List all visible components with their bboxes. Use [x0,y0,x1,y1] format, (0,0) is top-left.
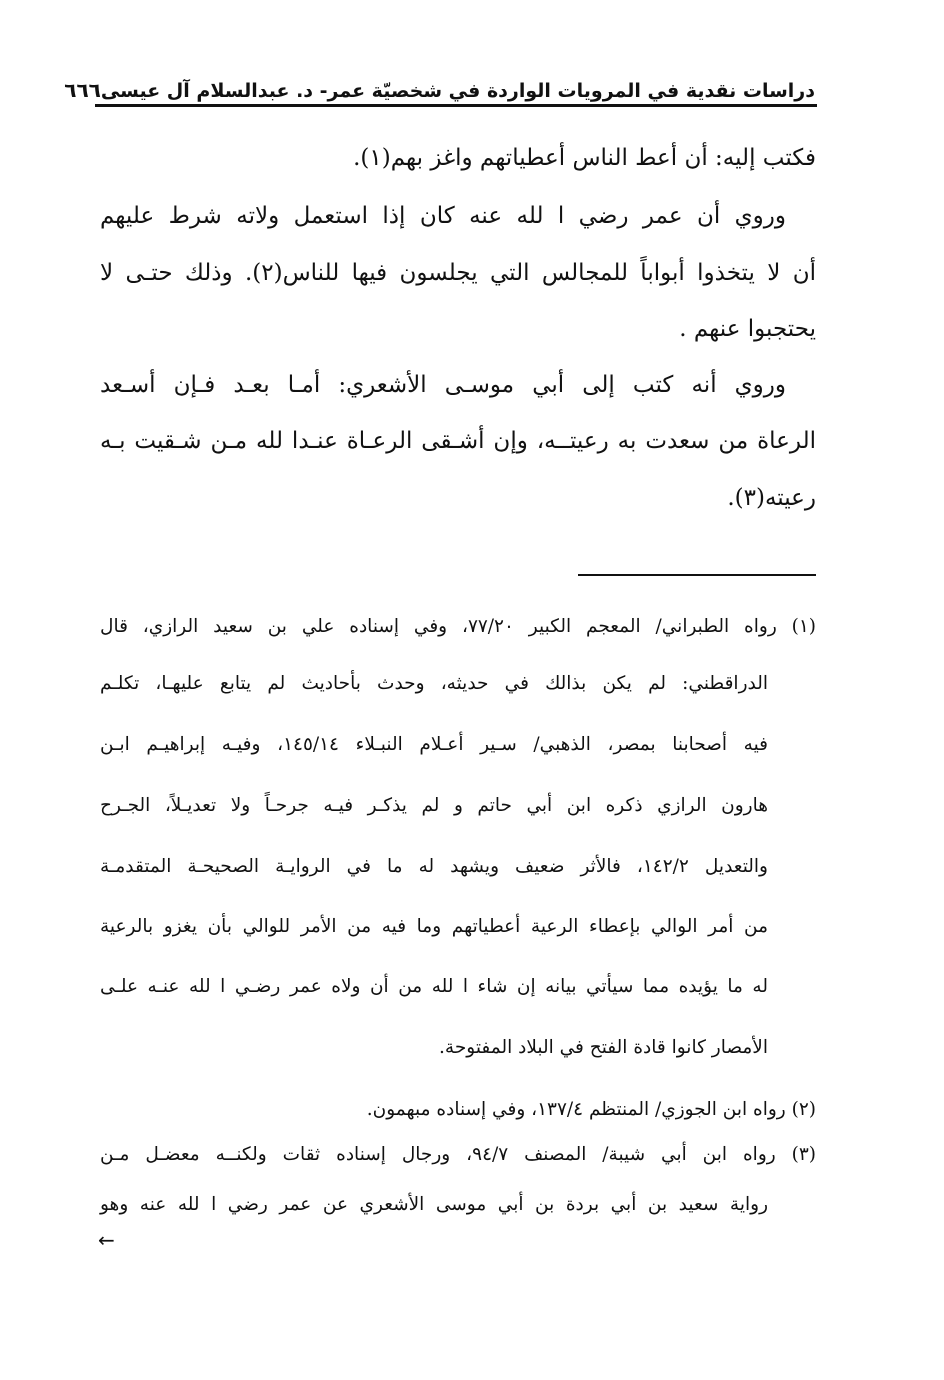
body-line: يحتجبوا عنهم . [679,316,816,342]
footnote-line: رواية سعيد بن أبي بردة بن أبي موسى الأشعري عن عمر رضي ا لله عنه وهو [100,1194,768,1215]
footnote-line: الأمصار كانوا قادة الفتح في البلاد المفتوحة. [439,1037,768,1058]
body-line: وروي أنه كتب إلى أبي موسـى الأشعري: أمـا بعـد فـإن أسـعد [100,372,786,398]
header-title: دراسات نقدية في المرويات الواردة في شخصيّة عمر- د. عبدالسلام آل عيسى [100,80,815,102]
body-line: رعيته(٣). [727,485,816,511]
continuation-arrow-icon: ← [98,1228,115,1252]
footnote-line: له ما يؤيده مما سيأتي بيانه إن شاء ا لله من أن ولاه عمر رضـي ا لله عنـه علـى [100,976,768,997]
footnote-line: الدراقطني: لم يكن بذالك في حديثه، وحدث بأحاديث لم يتابع عليهـا، تكلـم [100,673,768,694]
body-line: وروي أن عمر رضي ا لله عنه كان إذا استعمل ولاته شرط عليهم [100,203,786,229]
body-line: أن لا يتخذوا أبواباً للمجالس التي يجلسون فيها للناس(٢). وذلك حتـى لا [100,260,816,286]
footnote-line: هارون الرازي ذكره ابن أبي حاتم و لم يذكـر فيـه جرحـاً ولا تعديـلاً، الجـرح [100,795,768,816]
footnote-separator [578,574,816,576]
header-rule [95,104,817,107]
body-line: فكتب إليه: أن أعط الناس أعطياتهم واغز بهم(١). [353,145,816,171]
footnote-line: والتعديل ١٤٢/٢، فالأثر ضعيف ويشهد له ما في الروايـة الصحيحـة المتقدمـة [100,856,768,877]
body-line: الرعاة من سعدت به رعيتــه، وإن أشـقى الرعـاة عنـدا لله مـن شـقيت بـه [100,428,816,454]
page-number: ٦٦٦ [64,78,101,102]
footnote-line: (٢) رواه ابن الجوزي/ المنتظم ١٣٧/٤، وفي إسناده مبهمون. [366,1099,816,1120]
footnote-line: فيه أصحابنا بمصر، الذهبي/ سـير أعـلام النبـلاء ١٤٥/١٤، وفيـه إبراهيـم ابـن [100,734,769,755]
footnote-line: (٣) رواه ابن أبي شيبة/ المصنف ٩٤/٧، ورجال إسناده ثقات ولكنــه معضـل مـن [100,1144,816,1165]
footnote-line: من أمر الوالي بإعطاء الرعية أعطياتهم وما فيه من الأمر للوالي بأن يغزو بالرعية [100,916,768,937]
footnote-line: (١) رواه الطبراني/ المعجم الكبير ٧٧/٢٠، وفي إسناده علي بن سعيد الرازي، قال [100,616,816,637]
running-header [64,72,815,102]
